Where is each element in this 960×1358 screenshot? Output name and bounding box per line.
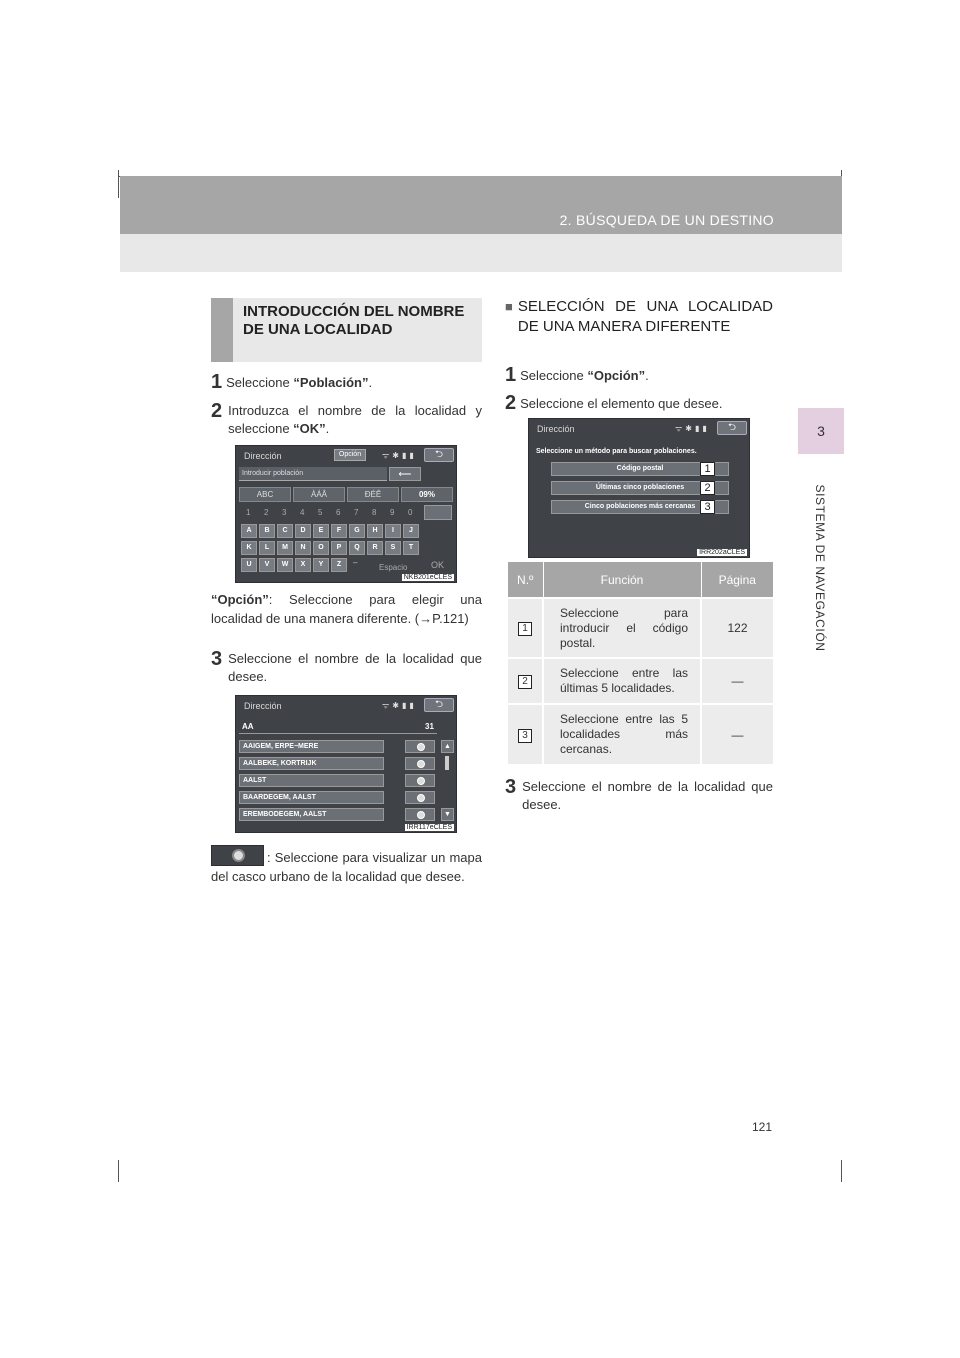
table-cell-number xyxy=(508,598,543,658)
table-cell-number xyxy=(508,704,543,764)
tab-accented-a[interactable]: ÀÁÂ xyxy=(293,487,345,502)
step-bold-text: “OK” xyxy=(293,421,326,436)
table-cell-function: Seleccione entre las últimas 5 localidades. xyxy=(543,658,701,704)
digit-key[interactable]: 0 xyxy=(408,508,413,517)
letter-key[interactable]: F xyxy=(331,524,347,538)
map-view-button[interactable] xyxy=(405,740,435,753)
chapter-title: 2. BÚSQUEDA DE UN DESTINO xyxy=(559,212,774,228)
callout-number: 2 xyxy=(700,481,715,495)
letter-key[interactable]: E xyxy=(313,524,329,538)
left-step-2 xyxy=(211,402,482,438)
subsection-heading xyxy=(505,297,773,337)
step-number: 1 xyxy=(211,371,223,393)
number-box: 1 xyxy=(518,622,532,636)
list-item[interactable]: EREMBODEGEM, AALST xyxy=(239,808,384,821)
step-text: Introduzca el nombre de la localidad y seleccione xyxy=(228,403,482,436)
letter-key[interactable]: Z xyxy=(331,558,347,572)
page-number: 121 xyxy=(752,1120,773,1134)
table-cell-page: — xyxy=(701,658,773,704)
left-step-1 xyxy=(211,373,482,392)
list-item[interactable]: AALST xyxy=(239,774,384,787)
back-button[interactable]: ⮌ xyxy=(717,421,747,435)
step-text: Seleccione xyxy=(520,368,588,383)
digit-key[interactable]: 7 xyxy=(354,508,359,517)
result-count: 31 xyxy=(425,722,434,731)
space-key[interactable]: Espacio xyxy=(379,563,408,572)
letter-key[interactable]: T xyxy=(403,541,419,555)
map-icon xyxy=(417,811,425,819)
section-heading xyxy=(211,298,482,362)
chapter-side-label-text: SISTEMA DE NAVEGACIÓN xyxy=(813,484,827,652)
list-item[interactable]: AAIGEM, ERPE−MERE xyxy=(239,740,384,753)
map-icon xyxy=(417,794,425,802)
map-note xyxy=(211,848,482,886)
letter-key[interactable]: D xyxy=(295,524,311,538)
chapter-side-label xyxy=(790,468,850,668)
query-text: AA xyxy=(242,722,254,731)
list-item[interactable]: AALBEKE, KORTRIJK xyxy=(239,757,384,770)
crop-mark xyxy=(841,1160,842,1182)
map-note-text: : Seleccione para visualizar un mapa del casco urbano de la localidad que desee. xyxy=(211,850,482,884)
map-icon xyxy=(417,743,425,751)
letter-key[interactable]: G xyxy=(349,524,365,538)
digit-key[interactable]: 4 xyxy=(300,508,305,517)
back-button[interactable]: ⮌ xyxy=(424,698,454,712)
back-button[interactable]: ⮌ xyxy=(424,448,454,462)
digit-key[interactable]: 8 xyxy=(372,508,377,517)
step-number: 2 xyxy=(505,392,517,414)
table-cell-function: Seleccione para introducir el código postal. xyxy=(543,598,701,658)
map-view-button[interactable] xyxy=(405,791,435,804)
step-number: 3 xyxy=(211,648,223,670)
letter-key[interactable]: A xyxy=(241,524,257,538)
digit-key[interactable]: 3 xyxy=(282,508,287,517)
digit-key[interactable]: 5 xyxy=(318,508,323,517)
screen-prompt: Seleccione un método para buscar poblaciones. xyxy=(536,448,697,455)
map-view-button[interactable] xyxy=(405,774,435,787)
table-cell-number xyxy=(508,658,543,704)
right-step-2 xyxy=(505,394,773,413)
option-note-text: : Seleccione para elegir una localidad de una manera diferente. (→P.121) xyxy=(211,592,482,626)
table-cell-page: — xyxy=(701,704,773,764)
number-box: 2 xyxy=(518,675,532,689)
step-text-end: . xyxy=(645,368,649,383)
letter-key[interactable]: R xyxy=(367,541,383,555)
header-subband xyxy=(120,234,842,272)
right-step-1 xyxy=(505,366,773,385)
callout-number: 1 xyxy=(700,462,715,476)
screen-title: Dirección xyxy=(244,451,282,461)
letter-key[interactable]: K xyxy=(241,541,257,555)
table-row xyxy=(508,704,773,764)
letter-key[interactable]: V xyxy=(259,558,275,572)
backspace-button[interactable]: ⟵ xyxy=(389,467,421,481)
letter-key[interactable]: M xyxy=(277,541,293,555)
table-cell-function: Seleccione entre las 5 localidades más cercanas. xyxy=(543,704,701,764)
digit-key[interactable]: 1 xyxy=(246,508,251,517)
crop-mark xyxy=(118,170,119,198)
status-icons: ᯤ✱▮▮ xyxy=(382,701,417,710)
step-text: Seleccione el nombre de la localidad que desee. xyxy=(228,651,482,684)
step-text-end: . xyxy=(368,375,373,390)
status-icons: ᯤ✱▮▮ xyxy=(675,424,710,433)
step-number: 1 xyxy=(505,364,517,386)
digit-key[interactable]: 2 xyxy=(264,508,269,517)
step-bold-text: “Opción” xyxy=(587,368,646,383)
subsection-title: SELECCIÓN DE UNA LOCALIDAD DE UNA MANERA DIFERENTE xyxy=(517,298,773,335)
scroll-down-button[interactable]: ▼ xyxy=(441,808,454,821)
map-view-button[interactable] xyxy=(405,808,435,821)
crop-mark xyxy=(118,1160,119,1182)
left-step-3 xyxy=(211,650,482,686)
map-icon xyxy=(417,777,425,785)
right-step-3 xyxy=(505,778,773,814)
letter-key[interactable]: C xyxy=(277,524,293,538)
chapter-number-tab: 3 xyxy=(798,408,844,454)
tab-numbers-symbols[interactable]: 09% xyxy=(401,487,453,502)
map-icon xyxy=(417,760,425,768)
ok-button[interactable]: OK xyxy=(431,560,445,570)
callout-number: 3 xyxy=(700,500,715,514)
letter-key[interactable]: S xyxy=(385,541,401,555)
step-bold-text: “Población” xyxy=(293,375,369,390)
option-screen xyxy=(528,418,750,558)
letter-key[interactable]: Q xyxy=(349,541,365,555)
option-note-bold: “Opción” xyxy=(211,592,269,607)
section-heading-title: INTRODUCCIÓN DEL NOMBRE DE UNA LOCALIDAD xyxy=(243,303,465,338)
step-number: 3 xyxy=(505,776,517,798)
option-note xyxy=(211,590,482,628)
letter-key[interactable]: H xyxy=(367,524,383,538)
screen-title: Dirección xyxy=(244,701,282,711)
status-icons: ᯤ✱▮▮ xyxy=(382,451,417,460)
dash-key[interactable]: – xyxy=(353,558,358,567)
letter-key[interactable]: X xyxy=(295,558,311,572)
option-button[interactable]: Opción xyxy=(334,449,366,461)
step-text-end: . xyxy=(325,421,330,436)
col-header-page: Página xyxy=(701,562,773,598)
tab-abc[interactable]: ABC xyxy=(239,487,291,502)
figure-code: NKB201eCLES xyxy=(403,574,452,581)
map-view-button[interactable] xyxy=(405,757,435,770)
table-row xyxy=(508,658,773,704)
keyboard-layout-button[interactable] xyxy=(424,505,452,520)
query-underline xyxy=(239,733,437,734)
col-header-number: N.º xyxy=(508,562,543,598)
step-text: Seleccione xyxy=(226,375,294,390)
figure-code: IRR202aCLES xyxy=(699,549,745,556)
city-input-placeholder: Introducir población xyxy=(242,470,304,477)
list-item[interactable]: BAARDEGEM, AALST xyxy=(239,791,384,804)
letter-key[interactable]: J xyxy=(403,524,419,538)
letter-key[interactable]: O xyxy=(313,541,329,555)
step-number: 2 xyxy=(211,400,223,422)
col-header-function: Función xyxy=(543,562,701,598)
number-box: 3 xyxy=(518,729,532,743)
figure-code: IRR117eCLES xyxy=(406,824,452,831)
digit-key[interactable]: 6 xyxy=(336,508,341,517)
letter-key[interactable]: Y xyxy=(313,558,329,572)
letter-key[interactable]: B xyxy=(259,524,275,538)
letter-key[interactable]: I xyxy=(385,524,401,538)
table-row xyxy=(508,598,773,658)
tab-accented-e[interactable]: ĐÉÊ xyxy=(347,487,399,502)
scroll-up-button[interactable]: ▲ xyxy=(441,740,454,753)
digit-key[interactable]: 9 xyxy=(390,508,395,517)
step-text: Seleccione el elemento que desee. xyxy=(520,396,723,411)
scrollbar-thumb[interactable] xyxy=(445,756,449,770)
last-five-option[interactable]: Últimas cinco poblaciones xyxy=(551,481,729,495)
step-text: Seleccione el nombre de la localidad que desee. xyxy=(522,779,773,812)
postal-code-option[interactable]: Código postal xyxy=(551,462,729,476)
table-cell-page: 122 xyxy=(701,598,773,658)
function-table xyxy=(508,562,773,764)
keyboard-screen xyxy=(235,445,457,583)
screen-title: Dirección xyxy=(537,424,575,434)
letter-key[interactable]: W xyxy=(277,558,293,572)
nearest-five-option[interactable]: Cinco poblaciones más cercanas xyxy=(551,500,729,514)
letter-key[interactable]: P xyxy=(331,541,347,555)
letter-key[interactable]: L xyxy=(259,541,275,555)
letter-key[interactable]: U xyxy=(241,558,257,572)
subsection-marker: ■ xyxy=(505,299,513,314)
letter-key[interactable]: N xyxy=(295,541,311,555)
section-heading-bar xyxy=(211,298,233,362)
locality-list-screen xyxy=(235,695,457,833)
